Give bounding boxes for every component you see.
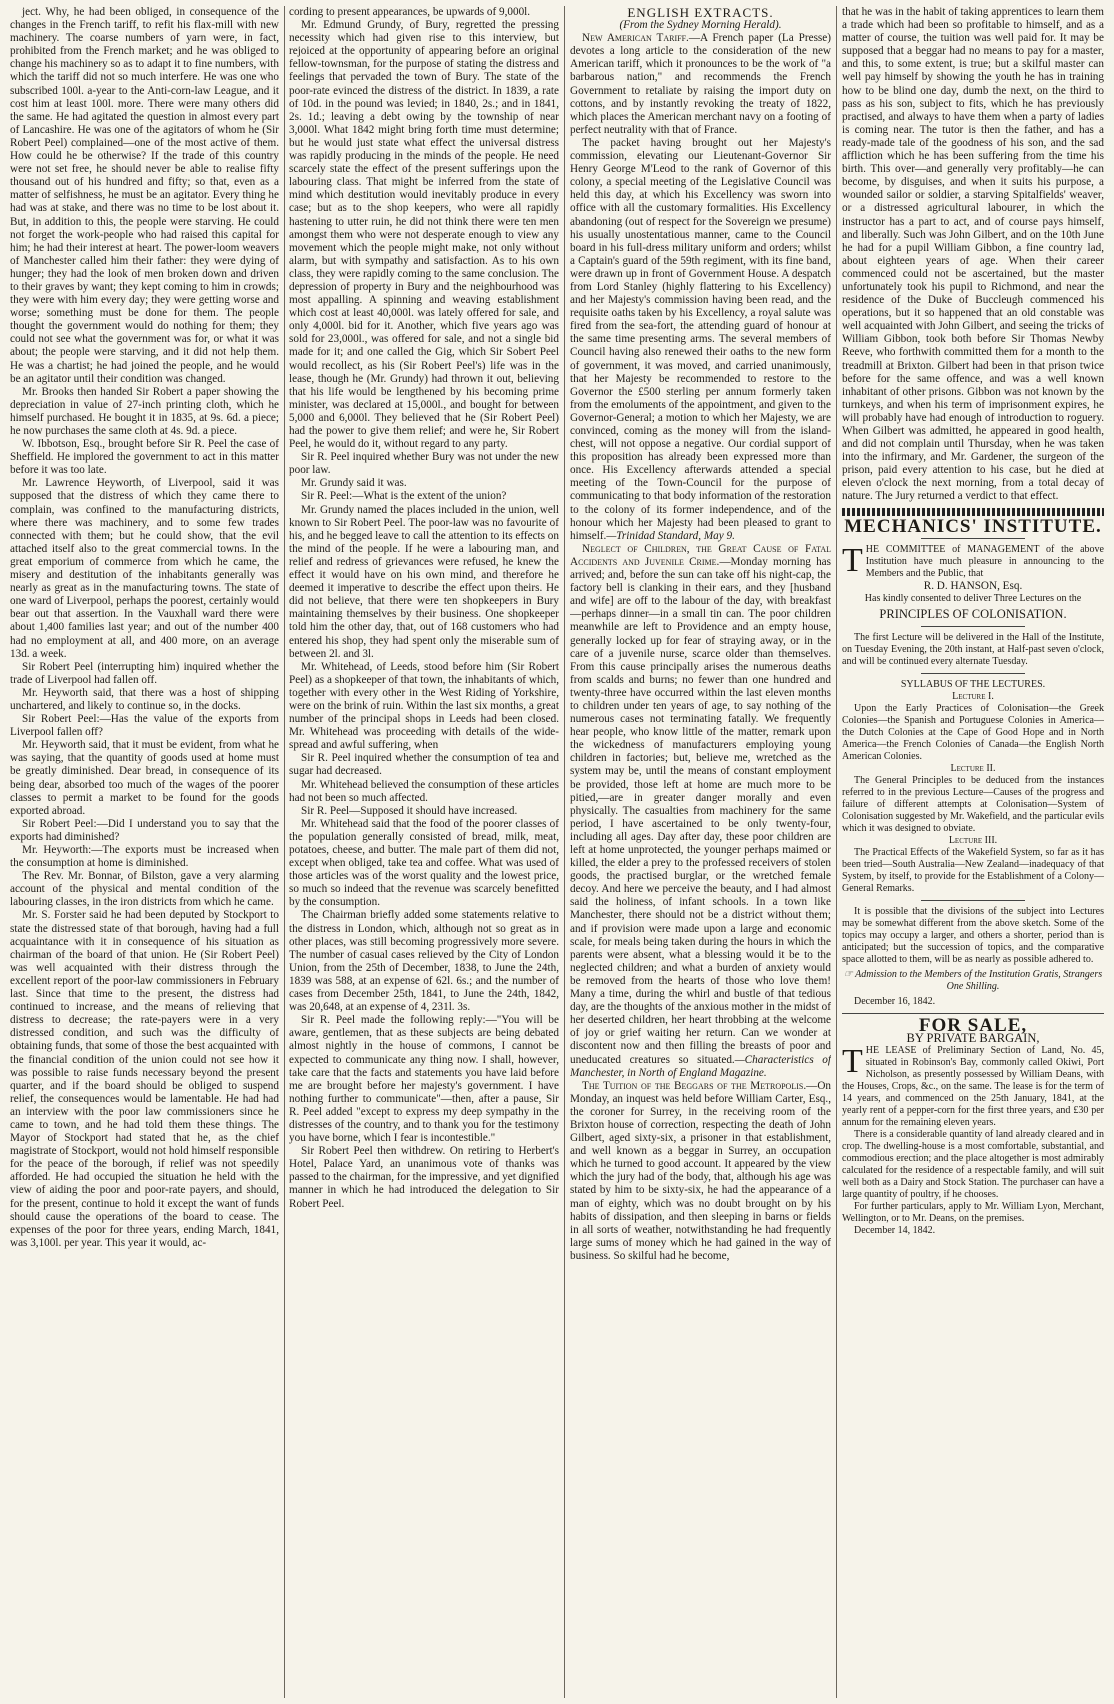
advert-text: For further particulars, apply to Mr. William Lyon, Merchant, Wellington, or to Mr. Deans, on the premises. (842, 1201, 1104, 1225)
column-3 (570, 6, 831, 1698)
ornamental-rule (842, 508, 1104, 516)
paragraph: Mr. Lawrence Heyworth, of Liverpool, said it was supposed that the distress of which they came there to complain, was confined to the manufacturing districts, where there was machinery, and to some few trades connected with them; but he could show, that the evil attached itself also to the great commercial towns. In the great emporium of commerce from which he came, the misery and destitution of the inhabitants generally was nearly as great as in the manufacturing towns. The state of one ward of Liverpool, perhaps the poorest, certainly would bear out that assertion. In the Vauxhall ward there were about 1,400 families last year; and out of the number 400 had no employment at all, and 400 more, on an average 13d. a week. (10, 477, 279, 660)
article-lead: The Tuition of the Beggars of the Metropolis. (582, 1079, 807, 1092)
paragraph: that he was in the habit of taking apprentices to learn them a trade which had been so profitable to himself, and as a matter of course, the tuition was well paid for. It may be supposed that a beggar had no means to pay for a master, and this, to some extent, is true; but a skilful master can well pay himself by showing the youth he has in training how to be blind one day, dumb the next, on the third to pass as his son, subject to fits, which he has previously practised, and always to have them when a party of ladies is coming near. The tutor is then the father, and has a ready-made tale of the goodness of his son, and the sad affliction which he has been suffering from the time his birth. This over—and generally very profitably—he can become, by disguises, and when it suits his purpose, a wounded sailor or soldier, a starving Spitalfields' weaver, or a distressed agricultural labourer, in which the instructor has a part to act, and of course pays himself, and liberally. Such was John Gilbert, and on the 10th June he had for a pupil William Gibbon, a fine country lad, about eighteen years of age. When their career commenced could not be ascertained, but the master unfortunately took his pupil to Richmond, and near the residence of the Duke of Buccleugh commenced his operations, but it so happened that an old constable was well acquainted with John Gilbert, and seeing the tricks of William Gibbon, took both before Sir Thomas Newby Reeve, who forthwith committed them for a month to the treadmill at Brixton. Gilbert had been in that prison twice before for the same offence, and was a well known inhabitant of other prisons. Gibbon was not known by the turnkeys, and when his term of imprisonment expires, he will probably have had enough of introduction to roguery. When Gilbert was admitted, he appeared in good health, and did not complain until Thursday, when he was taken into the infirmary, and Mr. Gardener, the surgeon of the prison, paid every attention to his case, but he died at eleven o'clock the next morning, from a total decay of nature. The Jury returned a verdict to that effect. (842, 6, 1104, 503)
paragraph: Mr. Whitehead said that the food of the poorer classes of the population generally consisted of bread, milk, meat, potatoes, cheese, and butter. The male part of them did not, except when obliged, take tea and coffee. What was used of those articles was of the worst quality and the lowest price, so much so indeed that the revenue was scarcely benefitted by the consumption. (289, 817, 559, 909)
article-neglect (570, 543, 831, 1080)
paragraph: ject. Why, he had been obliged, in consequence of the changes in the French tariff, to refit his flax-mill with new machinery. The coarse numbers of yarn were, in fact, prohibited from the French market; and he was obliged to change his machinery so as to adapt it to fine numbers, with which the tariff did not so much interfere. He was one who subscribed 100l. a-year to the Anti-corn-law League, and it cost him at least 100l. more. There were many others did the same. He had agitated the question in almost every part of Lancashire. He was one of the agitators of whom he (Sir Robert Peel) complained—one of the most active of them. How could he be otherwise? If the trade of this country were not set free, he should never be able to realise fifty thousand out of his hundred and fifty; so that, even as a matter of selfishness, he must be an agitator. Every thing he had was at stake, and there was no time to be lost about it. But, in addition to this, the people were starving. He could not forget the work-people who had raised this capital for him; he had their interest at heart. The power-loom weavers of Manchester called him their father: they were dying of hunger; they had the look of men broken down and driven to their graves by want; they kept coming to him in crowds; they were with him every day; they were getting worse and worse; something must be done for them. The people thought the government would do nothing for them; they could not see what the government was for, or what it was about; the people were starving, and it did not help them. He was a chartist; he had joined the people, and he would be an agitator until their condition was changed. (10, 6, 279, 385)
section-source: (From the Sydney Morning Herald). (619, 19, 782, 32)
lecture-title: Lecture III. (948, 834, 998, 846)
advert-for-sale (842, 1014, 1104, 1237)
column-2 (289, 6, 559, 1698)
paragraph: Sir Robert Peel (interrupting him) inquired whether the trade of Liverpool had fallen off. (10, 660, 279, 686)
divider (921, 673, 1026, 674)
divider (921, 538, 1026, 539)
article-packet (570, 137, 831, 543)
paragraph: Mr. Grundy said it was. (301, 477, 407, 490)
paragraph: Sir R. Peel—Supposed it should have increased. (301, 804, 518, 817)
paragraph: Sir Robert Peel then withdrew. On retiring to Herbert's Hotel, Palace Yard, an unanimous vote of thanks was passed to the chairman, for the impressive, and yet dignified manner in which he had introduced the delegation to Sir Robert Peel. (289, 1145, 559, 1210)
divider (921, 900, 1026, 901)
paragraph: Mr. Edmund Grundy, of Bury, regretted the pressing necessity which had given rise to this interview, but rejoiced at the opportunity of appearing before an original fellow-townsman, for the purpose of stating the distress and feelings that pervaded the town of Bury. The state of the poor-rate evinced the distress of the district. In 1839, a rate of 10d. in the pound was levied; in 1840, 2s.; and in 1841, 2s. 1d.; leaving a debt owing by the township of near 3,000l. What 1842 might bring forth time must determine; but he would just state what effect the universal distress was rapidly producing in the minds of the people. He need scarcely state the effect of the present sufferings upon the labouring class. That might be inferred from the state of mind which destitution would inevitably produce in every case; but as to the shop keepers, who were all rapidly hastening to utter ruin, he did not think there were ten men amongst them who were not desperate enough to view any movement which the people might make, not only without alarm, but with sympathy and satisfaction. As to his own class, they were rapidly coming to the same conclusion. The depression of property in Bury and the neighbourhood was most appalling. A spinning and weaving establishment which cost at least 40,000l. was lately offered for sale, and only 4,000l. bid for it. Another, which five years ago was sold for 23,000l., was offered for sale, and not a single bid made for it; and one called the Gig, which Sir Sobert Peel would recollect, as his (Sir Robert Peel's) life was in the lease, though he (Mr. Grundy) had thrown it out, believing that his life would be lengthened by his becoming prime minister, was declared at 15,000l., and bought for between 5,000 and 6,000l. They believed that he (Sir Robert Peel) had the power to give them relief; and were he, Sir Robert Peel, he would do it, without regard to any party. (289, 19, 559, 451)
advert-text (842, 1045, 1104, 1129)
section-heading: ENGLISH EXTRACTS. (627, 6, 774, 20)
article-text: —On Monday, an inquest was held before William Carter, Esq., the coroner for Surrey, in the receiving room of the Brixton house of correction, respecting the death of John Gilbert, aged sixty-six, a prisoner in that establishment, and well known as a beggar in Surrey, an occupation which he turned to good account. It appeared by the view which the jury had of the body, that, although his age was stated by him to be sixty-six, he had the appearance of a man of eighty, which was no doubt brought on by his habits of dissipation, and then sleeping in barns or fields in all sorts of weather, notwithstanding he had frequently large sums of money which he had gained in the way of business. So skilful had he become, (570, 1079, 831, 1262)
paragraph: Mr. Whitehead, of Leeds, stood before him (Sir Robert Peel) as a shopkeeper of that town, the inhabitants of which, together with every other in the West Riding of Yorkshire, were on the brink of ruin. Within the last six months, a great number of the principal shops in Leeds had been closed. Mr. Whitehead was proceeding with details of the wide-spread and awful suffering, when (289, 660, 559, 752)
advert-intro (842, 541, 1104, 580)
advert-text: HE COMMITTEE of MANAGEMENT of the above Institution have much pleasure in announcing to the Members and the Public, that (865, 543, 1104, 579)
lecture-text: Upon the Early Practices of Colonisation—the Greek Colonies—the Spanish and Portuguese Colonies in America—the Dutch Colonies at the Cape of Good Hope and in North America—the French Colonies of Canada—the English North American Colonies. (842, 702, 1104, 762)
paragraph: The Chairman briefly added some statements relative to the distress in London, which, although not so great as in other places, was still becoming progressively more severe. The number of casual cases relieved by the City of London Union, from the 25th of December, 1838, to June the 24th, 1839 was 588, at an expense of 62l. 6s.; and the number of cases from December 25th, 1841, to June the 24th, 1842, was 20,648, at an expense of 4, 231l. 3s. (289, 909, 559, 1014)
article-lead: New American Tariff. (582, 32, 689, 45)
paragraph: Sir Robert Peel:—Has the value of the exports from Liverpool fallen off? (10, 713, 279, 739)
article-text: The packet having brought out her Majesty's commission, elevating our Lieutenant-Governor Sir Henry George M'Leod to the rank of Governor of this colony, a special meeting of the Legislative Council was held this day, at which his Excellency was sworn into office with all the customary formalities. His Excellency abandoning (out of respect for the Sovereign we presume) his usually unostentatious manner, came to the Council board in his full-dress military uniform and orders; whilst a Captain's guard of the 59th regiment, with its fine band, were drawn up in front of Government House. A despatch from Lord Stanley (highly flattering to his Excellency) and her Majesty's commission having been read, and the requisite oaths taken by his Excellency, a royal salute was fired from the sea-fort, the attending guard of honour at the same time presenting arms. The several members of Council having also renewed their oaths to the new form of government, it was moved, and carried unanimously, that her Majesty be recommended to restore to the Governor the £500 sterling per annum formerly taken from the emoluments of the appointment, and given to the Governor-General; a motion to which her Majesty, we are convinced, coming as the money will from the island-chest, will not oppose a negative. Our cordial support of this proposition has already been expressed more than once. His Excellency afterwards attended a special meeting of the Town-Council for the purpose of communicating to that body information of the restoration to the colony of its former independence, and of the honour which her Majesty had been pleased to grant to himself. (570, 136, 831, 542)
article-tariff (570, 32, 831, 137)
article-tuition (570, 1080, 831, 1263)
advert-text: Has kindly consented to deliver Three Lectures on the (864, 592, 1082, 604)
lecture-subject: PRINCIPLES OF COLONISATION. (879, 606, 1067, 621)
paragraph: Sir R. Peel:—What is the extent of the union? (301, 490, 507, 503)
column-1 (10, 6, 279, 1698)
lecture-title: Lecture II. (950, 762, 996, 774)
drop-cap: T (842, 1043, 863, 1081)
column-4 (842, 6, 1104, 1698)
divider (921, 626, 1026, 627)
paragraph: Mr. Grundy named the places included in the union, well known to Sir Robert Peel. The poor-law was no favourite of his, and he begged leave to call the attention to its effects on the mind of the people. If he were a labouring man, and relief and redress of grievances were refused, he knew the effect it would have on his own mind, and therefore he deemed it imperative to describe the effect upon theirs. He did not believe, that there were ten shopkeepers in Bury maintaining themselves by their business. One shopkeeper told him the other day, that, out of 168 customers who had entered his shop, they had spent only the miserable sum of between 2l. and 3l. (289, 503, 559, 660)
column-rule (836, 6, 837, 1698)
advert-mechanics-institute (842, 515, 1104, 1008)
paragraph: Sir R. Peel made the following reply:—"You will be aware, gentlemen, that as these subjects are being debated almost nightly in the house of commons, I cannot be expected to communicate any thing now. I shall, however, take care that the facts and statements you have laid before me are brought before her majesty's government. I have nothing further to communicate"—then, after a pause, Sir R. Peel added "except to express my deep sympathy in the distresses of the country, and to thank you for the testimony you have borne, which I fear is incontestible." (289, 1014, 559, 1145)
paragraph: Mr. Heyworth said, that it must be evident, from what he was saying, that the quantity of goods used at home must be greatly diminished. Dear bread, in consequence of its being dear, absorbed too much of the wages of the poorer classes to permit a market to be found for the goods exported abroad. (10, 739, 279, 817)
column-rule (284, 6, 285, 1698)
article-text: —A French paper (La Presse) devotes a long article to the consideration of the new American tariff, which it pronounces to be the work of "a barbarous nation," and recommends the French Government to retaliate by raising the import duty on cottons, and by instantly revoking the treaty of 1822, which places the American merchant navy on a footing of perfect neutrality with that of France. (570, 32, 831, 136)
article-lead: Neglect of Children, the Great Cause of Fatal Accidents and Juvenile Crime. (570, 542, 831, 568)
syllabus-heading: SYLLABUS OF THE LECTURES. (900, 678, 1046, 690)
advert-text: The first Lecture will be delivered in the Hall of the Institute, on Tuesday Evening, the 20th instant, at Half-past seven o'clock, and will be continued every alternate Tuesday. (842, 631, 1104, 667)
admission-text: ☞ Admission to the Members of the Institution Gratis, Strangers One Shilling. (843, 968, 1103, 992)
paragraph: Sir R. Peel inquired whether Bury was not under the new poor law. (289, 451, 559, 477)
paragraph: Mr. Heyworth said, that there was a host of shipping unchartered, and likely to continue so, in the docks. (10, 686, 279, 712)
advert-body: HE LEASE of Preliminary Section of Land, No. 45, situated in Robinson's Bay, commonly called Okiwi, Port Nicholson, as presently possessed by William Deans, with the Houses, Crops, &c., on the same. The lease is for the term of 14 years, and commenced on the 25th January, 1841, at the yearly rent of a pepper-corn for the first three years, and £30 per annum for the remaining eleven years. (842, 1045, 1104, 1129)
paragraph: Sir R. Peel inquired whether the consumption of tea and sugar had decreased. (289, 752, 559, 778)
advert-note: It is possible that the divisions of the subject into Lectures may be somewhat different from the above sketch. Some of the topics may occupy a larger, and others a shorter, period than is anticipated; but the succession of topics, and the comparative space allotted to them, will be as nearly as possible adhered to. (842, 905, 1104, 965)
paragraph: W. Ibbotson, Esq., brought before Sir R. Peel the case of Sheffield. He implored the government to act in this matter before it was too late. (10, 438, 279, 477)
advert-title: FOR SALE, (918, 1014, 1028, 1036)
advert-title: MECHANICS' INSTITUTE. (844, 515, 1102, 537)
paragraph: Sir Robert Peel:—Did I understand you to say that the exports had diminished? (10, 817, 279, 843)
paragraph: Mr. S. Forster said he had been deputed by Stockport to state the distressed state of that borough, having had a full acquaintance with it in consequence of his situation as chairman of the board of that union. He (Sir Robert Peel) was well acquainted with their distress through the excellent report of the poor-law commissioners in February last. Since that time to the present, the distress had continued to increase, and the means of relieving that distress to decrease; the rate-payers were in a very distressed condition, and such was the difficulty of obtaining funds, that some of those the best acquainted with the financial condition of the union could not see how it was possible to raise funds necessary beyond the present quarter, and if the board should be obliged to suspend relief, the consequences would be lamentable. He had had an interview with the poor law commissioners since he came to town, and he had told them these things. The Mayor of Stockport had stated that he, as the chief magistrate of Stockport, would not hold himself responsible for the peace of the borough, if relief was not speedily afforded. He had occupied the situation he held with the view of aiding the poor and poor-rate payers, and should, for the present, continue to hold it except the want of funds should cause the operations of the board to cease. The expenses of the poor for three years, ending March, 1841, was 3,100l. per year. This year it would, ac- (10, 909, 279, 1249)
drop-cap: T (842, 541, 863, 579)
advert-date: December 16, 1842. (854, 995, 936, 1007)
lecture-title: Lecture I. (952, 690, 994, 702)
lecture-text: The General Principles to be deduced from the instances referred to in the previous Lecture—Causes of the progress and failure of different attempts at Colonisation—System of Colonisation suggested by Mr. Wakefield, and the particular evils which it was designed to obviate. (842, 774, 1104, 834)
divider (842, 1013, 1104, 1014)
paragraph: cording to present appearances, be upwards of 9,000l. (289, 6, 531, 18)
advert-date: December 14, 1842. (854, 1225, 936, 1237)
paragraph: Mr. Brooks then handed Sir Robert a paper showing the depreciation in value of 27-inch printing cloth, which he himself purchased. He bought it in 1835, at 9s. 6d. a piece; he now purchases the same cloth at 4s. 9d. a piece. (10, 385, 279, 437)
article-source: —Characteristics of Manchester, in North of England Magazine. (570, 1053, 831, 1079)
lecturer-name: R. D. HANSON, Esq. (923, 579, 1023, 592)
advert-subtitle: BY PRIVATE BARGAIN, (906, 1030, 1040, 1045)
article-source: —Trinidad Standard, May 9. (606, 529, 735, 542)
article-text: —Monday morning has arrived; and, before the sun can take off his night-cap, the factory bell is clanking in their ears, and they [husband and wife] are off to the labour of the day, with breakfast—perhaps dinner—in a small tin can. The poor children meanwhile are left to Providence and an empty house, generally locked up for fear of straying away, or in the care of a juvenile nurse, scarce older than themselves. From this cause principally arises the numerous deaths from scalds and burns; no fewer than one hundred and twenty-three have occurred within the last eleven months to children under ten years of age, to say nothing of the numerous cases not terminating fatally. We frequently hear people, who know little of the matter, remark upon the wickedness of manufacturers employing young children in factories; but, believe me, wretched as the system may be, until the means of constant employment be provided, those left at home are much more to be pitied,—are in greater danger morally and even physically. The casualties from machinery for the same period, I have ascertained to be only twenty-four, including all ages. Day after day, these poor children are left at home unprotected, the younger perhaps maimed or killed, the elder a prey to the professed receivers of stolen goods, the practised burglar, or the wretched female decoy. And here we perceive the beauty, and I had almost said the holiness, of infant schools. In a town like Manchester, there should not be a district without them; and if provision were made upon a large and economic scale, for meals being taken during the hours in which the parents were absent, what a blessing would it be to the neglected children; and what a burden of anxiety would be removed from the hearts of those who love them! Many a time, during the whirl and bustle of that tedious day, are the thoughts of the anxious mother in the midst of her deserted children, her heart throbbing at the welcome of joy or grief waiting her return. Can we wonder at discontent now and then filling the breasts of poor and uneducated creatures so situated. (570, 555, 831, 1066)
lecture-text: The Practical Effects of the Wakefield System, so far as it has been tried—South Australia—New Zealand—inadequacy of that System, by itself, to provide for the Establishment of a Colony—General Remarks. (842, 846, 1104, 894)
advert-text: There is a considerable quantity of land already cleared and in crop. The dwelling-house is a most comfortable, substantial, and commodious erection; and the place altogether is most admirably calculated for the residence of a respectable family, and will suit well both as a Dairy and Stock Station. The purchaser can have a large quantity of poultry, if he chooses. (842, 1129, 1104, 1201)
paragraph: Mr. Heyworth:—The exports must be increased when the consumption at home is diminished. (10, 844, 279, 870)
paragraph: The Rev. Mr. Bonnar, of Bilston, gave a very alarming account of the physical and mental condition of the labouring classes, in the iron districts from which he came. (10, 870, 279, 909)
paragraph: Mr. Whitehead believed the consumption of these articles had not been so much affected. (289, 778, 559, 804)
column-rule (564, 6, 565, 1698)
